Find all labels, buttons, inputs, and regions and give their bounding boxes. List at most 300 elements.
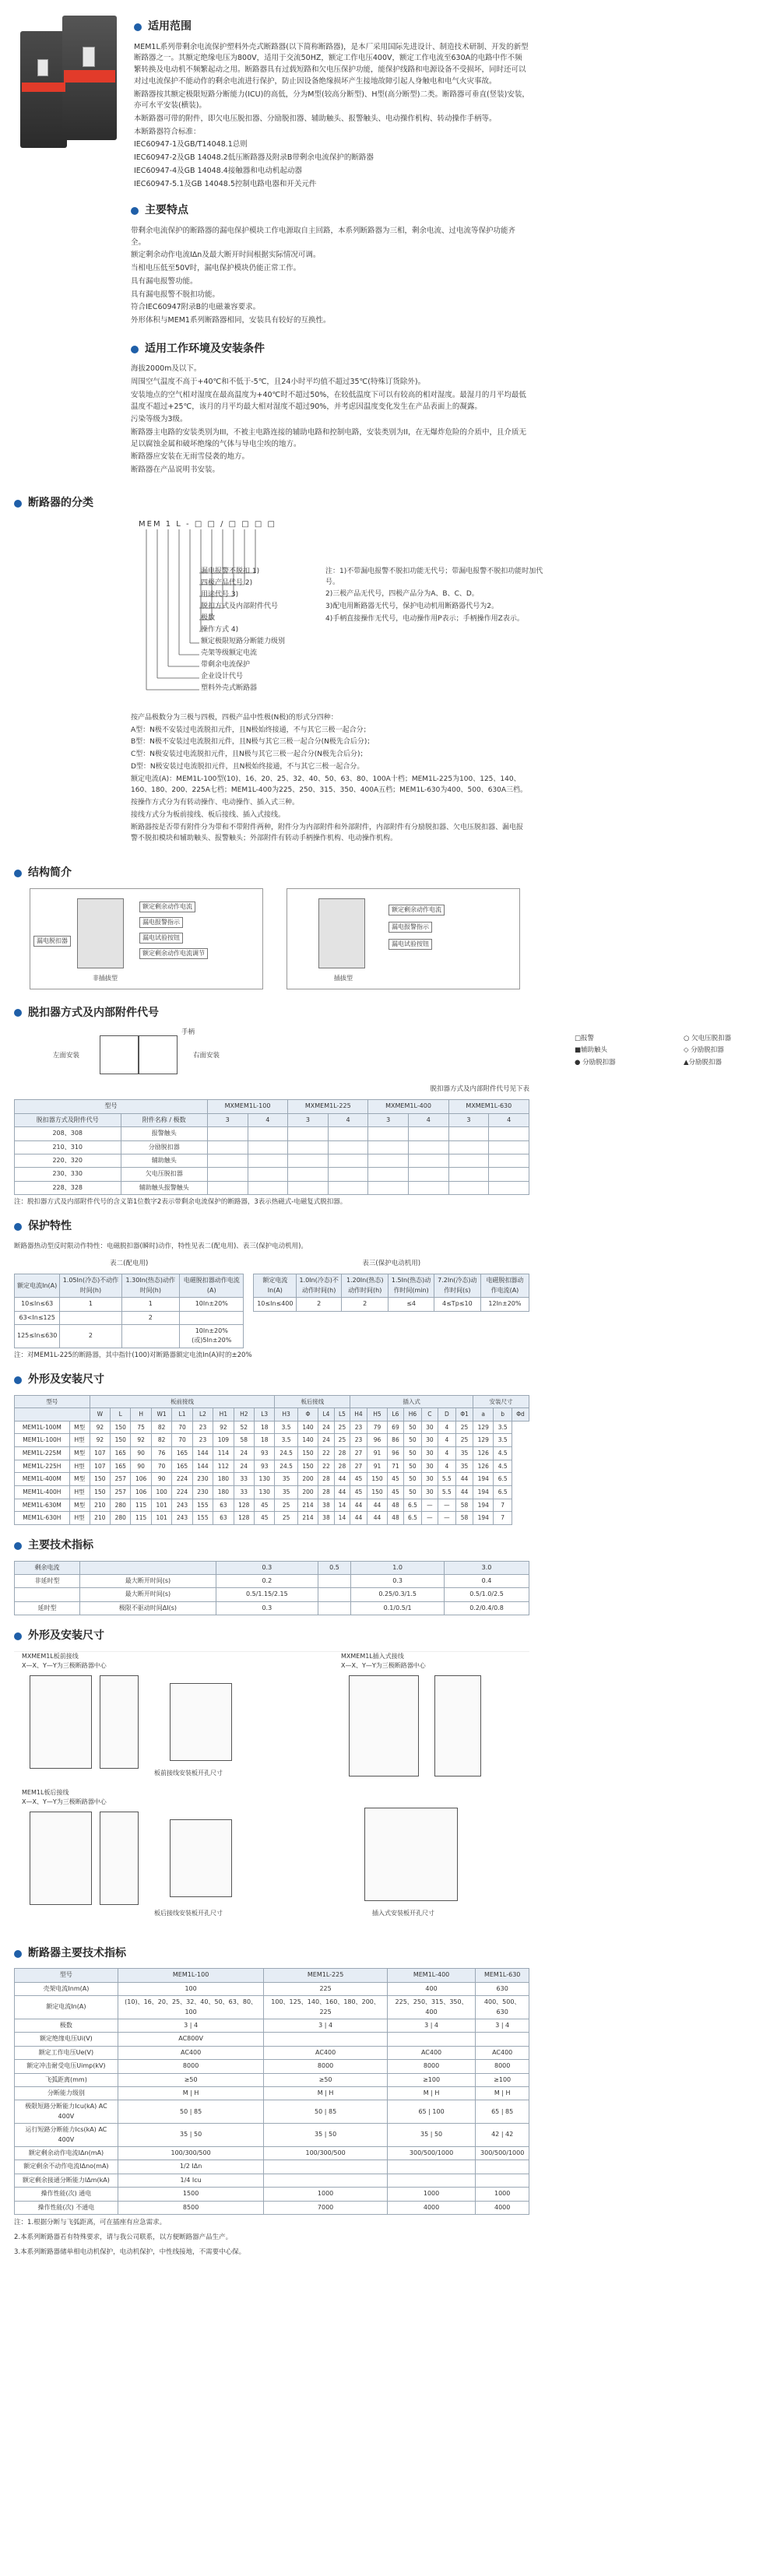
table-cell: 10≤In≤63 [15,1298,60,1311]
table-cell: 52 [234,1421,254,1434]
text-line: 按产品极数分为三极与四极，四极产品中性极(N极)的形式分四种： [131,713,338,722]
table-cell: 45 [255,1512,275,1525]
table-cell [476,2174,529,2187]
features-text [131,226,529,327]
table-cell: 45 [388,1485,404,1499]
model-label: 壳架等级额定电流 [201,648,258,657]
model-notes [325,567,543,627]
table-header: 附件名称 [142,1116,167,1123]
table-row [15,1127,529,1140]
table-header: 额定电流In(A) [15,1274,60,1298]
table-cell: 126 [473,1447,494,1460]
table-cell: 极限短路分断能力Icu(kA) AC 400V [15,2100,118,2124]
section-title-release: 脱扣器方式及内部附件代号 [14,1005,529,1022]
table-cell: 额定剩余不动作电流IΔno(mA) [15,2160,118,2174]
table-cell: 2 [297,1298,342,1311]
table-cell: 24 [234,1460,254,1473]
table-cell: 0.3 [216,1601,318,1615]
table-cell: 200 [297,1485,318,1499]
table-cell: 额定剩余接通分断能力IΔm(kA) [15,2174,118,2187]
table-cell: 2 [60,1324,121,1348]
features-section [131,202,529,476]
table-cell: 3.5 [275,1434,297,1447]
table-cell: 224 [172,1485,192,1499]
table-cell: MEM1L-400H [15,1485,70,1499]
table-cell: 165 [111,1447,131,1460]
table-cell: 101 [151,1512,171,1525]
table-cell: 92 [90,1421,110,1434]
table-cell: 44 [350,1512,367,1525]
table-cell: ≤4 [388,1298,434,1311]
table-cell: 180 [213,1485,234,1499]
section-title-conditions: 适用工作环境及安装条件 [131,341,529,358]
table-cell: 辅助触头 [121,1154,207,1168]
text-line: IEC60947-2及GB 14048.2低压断路器及附录B带剩余电流保护的断路器 [134,153,374,163]
text-line: C型：N极安装过电流脱扣元件，且N极与其它三极一起合分(N极先合后分)； [131,750,367,759]
classification-text [131,713,529,845]
structure-label: 额定剩余动作电流调节 [139,948,208,959]
table-cell [60,1311,121,1324]
table-row [15,1298,244,1311]
table-cell: 214 [297,1512,318,1525]
table-cell [368,1127,409,1140]
table-header: 板前接线 [90,1395,275,1408]
table-cell: 5.5 [438,1473,455,1486]
drawing-subtitle: X—X、Y—Y为三极断路器中心 [341,1661,426,1669]
text-line: B型：N极不安装过电流脱扣元件，且N极与其它三极一起合分(N极先合后分)； [131,738,374,747]
scope-section [14,8,529,192]
table-cell: 165 [172,1460,192,1473]
table-cell: 24.5 [275,1447,297,1460]
structure-label: 漏电报警指示 [139,917,183,928]
structure-figures [30,888,529,989]
table-cell: — [422,1499,438,1512]
table-cell: 极限不驱动时间ΔI(s) [79,1601,216,1615]
table-cell [328,1168,368,1181]
table-cell: MEM1L-630M [15,1499,70,1512]
table-cell: 70 [151,1460,171,1473]
table-cell: 48 [388,1512,404,1525]
table-cell: 63 [213,1499,234,1512]
drawing-label: 板后接线安装板开孔尺寸 [154,1909,223,1917]
table-cell: 90 [151,1473,171,1486]
table-header: H1 [213,1408,234,1422]
table-cell: 93 [255,1460,275,1473]
table-cell [489,1140,529,1154]
table-cell: 194 [473,1485,494,1499]
table-row [15,2086,529,2100]
structure-label: 额定剩余动作电流 [139,901,195,912]
table-cell: 243 [172,1512,192,1525]
table-row [15,1311,244,1324]
table-cell: 90 [131,1460,151,1473]
table-row [15,1324,244,1348]
release-right-label: 右面安装 [193,1052,220,1060]
table-cell: 23 [192,1434,213,1447]
drawing-rear-side [100,1812,139,1905]
table-cell: 1000 [264,2188,387,2201]
legend-item: ▲分励脱扣器 [684,1058,723,1067]
release-box-right [139,1035,178,1074]
table-row [15,1168,529,1181]
table-cell: 69 [388,1421,404,1434]
bullet-icon [131,207,139,215]
table-cell: AC400 [118,2046,264,2059]
text-line: 额定电流(A)：MEM1L-100型(10)、16、20、25、32、40、50、63、80、100A十档；MEM1L-225为100、125、140、160、180、200、225A七档；MEM1L-400为225、250、315、350、400A五档；MEM1L-630为400、500、630A三档。 [131,775,528,795]
protection-tables [14,1256,529,1348]
table-cell: 运行短路分断能力Ics(kA) AC 400V [15,2124,118,2147]
table-cell [328,1181,368,1194]
table-cell: 28 [334,1447,350,1460]
table-cell: 25 [275,1499,297,1512]
text-line: 3)配电用断路器无代号，保护电动机用断路器代号为2。 [325,603,498,611]
table-cell: AC400 [387,2046,476,2059]
table-header: MEM1L-100 [118,1969,264,1982]
table-cell: 额定绝缘电压Ui(V) [15,2033,118,2046]
table-cell: 75 [131,1421,151,1434]
table-cell: M | H [264,2086,387,2100]
table-cell: 228、328 [15,1181,121,1194]
drawing-subtitle: X—X、Y—Y为三极断路器中心 [22,1661,107,1669]
table-cell: 225、250、315、350、400 [387,1996,476,2019]
table-cell: 45 [350,1485,367,1499]
table-row [15,1499,529,1512]
table-cell: 101 [151,1499,171,1512]
table-caption: 表三(保护电动机用) [362,1260,421,1268]
table-cell: 150 [297,1460,318,1473]
text-line: 海拔2000m及以下。 [131,364,202,374]
table-cell: 0.4 [445,1574,529,1587]
table-cell: 58 [234,1434,254,1447]
table-cell: 8000 [476,2060,529,2073]
table-cell: 45 [388,1473,404,1486]
table-cell: 112 [213,1460,234,1473]
table-cell: 23 [192,1421,213,1434]
table-cell: 23 [350,1434,367,1447]
table-cell: 3.5 [494,1421,512,1434]
table-cell: 25 [456,1421,473,1434]
table-row [15,2174,529,2187]
table-cell: 3 | 4 [387,2019,476,2033]
table-cell: 150 [111,1421,131,1434]
table-header: MXMEM1L-100 [207,1100,287,1113]
table-header: L5 [334,1408,350,1422]
drawing-title: MXMEM1L板前接线 [22,1652,79,1660]
table-cell: 壳架电流Inm(A) [15,1982,118,1995]
table-cell: M | H [118,2086,264,2100]
table-cell: 33 [234,1485,254,1499]
table-cell: 4 [438,1460,455,1473]
structure-label: 漏电脱扣器 [33,936,71,947]
text-line: IEC60947-4及GB 14048.4接触器和电动机起动器 [134,166,302,175]
structure-label: 漏电报警指示 [388,922,432,933]
table-header: MEM1L-630 [476,1969,529,1982]
table-cell: 44 [367,1512,387,1525]
table-cell [180,1311,244,1324]
drawing-rear-plate [170,1819,232,1897]
table-cell: 10≤In≤400 [254,1298,297,1311]
table-cell [448,1140,489,1154]
table-cell [15,1588,80,1601]
release-handle-label: 手柄 [181,1028,195,1037]
table-cell: 30 [422,1485,438,1499]
table-cell: 194 [473,1473,494,1486]
table-cell [489,1127,529,1140]
section-title-features: 主要特点 [131,202,529,220]
table-cell: M | H [387,2086,476,2100]
dimensions-table [14,1395,529,1525]
table-cell: 30 [422,1460,438,1473]
release-note: 注：脱扣器方式及内部附件代号的含义第1位数字2表示带剩余电流保护的断路器，3表示热磁式-电磁复式脱扣器。 [14,1198,347,1207]
table-cell: 1000 [387,2188,476,2201]
table-header: L1 [172,1408,192,1422]
table-header: 额定电流In(A) [254,1274,297,1298]
table-row [15,2046,529,2059]
release-diagram [14,1028,732,1082]
legend-item: ○ 欠电压脱扣器 [684,1035,732,1043]
table-cell: 27 [350,1447,367,1460]
table-cell: 3 | 4 [264,2019,387,2033]
table-cell: 63 [213,1512,234,1525]
table-cell [288,1168,329,1181]
table-cell [288,1140,329,1154]
section-title-classification: 断路器的分类 [14,495,529,512]
text-line: 断路器应安装在无雨雪侵袭的地方。 [131,452,250,462]
text-line: 额定剩余动作电流IΔn及最大断开时间根据实际情况可调。 [131,251,321,260]
section-title-dimensions: 外形及安装尺寸 [14,1372,529,1389]
table-cell: 180 [213,1473,234,1486]
table-cell: MEM1L-100M [15,1421,70,1434]
table-cell: 0.25/0.3/1.5 [351,1588,445,1601]
table-cell: 28 [334,1460,350,1473]
table-cell: 150 [90,1485,110,1499]
table-cell: 18 [255,1421,275,1434]
page [0,8,732,2576]
table-cell: 延时型 [15,1601,80,1615]
table-caption: 表二(配电用) [110,1260,149,1268]
table-header: W [90,1408,110,1422]
table-cell: 1/4 Icu [118,2174,264,2187]
table-cell: 辅助触头报警触头 [121,1181,207,1194]
table-cell: 58 [456,1499,473,1512]
table-cell: 214 [297,1499,318,1512]
bullet-icon [14,1542,22,1550]
table-cell: 100 [118,1982,264,1995]
table-cell: 230、330 [15,1168,121,1181]
table-header: Φ [297,1408,318,1422]
table-cell: 8500 [118,2201,264,2214]
table-cell [489,1181,529,1194]
table-cell: 130 [255,1473,275,1486]
table-cell: 1000 [476,2188,529,2201]
drawing-side [100,1675,139,1769]
model-label: 塑料外壳式断路器 [201,684,258,692]
drawing-title: MEM1L板后接线 [22,1788,69,1796]
table-cell: 30 [422,1473,438,1486]
table-cell [318,1588,350,1601]
table-row [15,1434,529,1447]
table-cell [476,2160,529,2174]
release-table: 型号 MXMEM1L-100 MXMEM1L-225 MXMEM1L-400 MXMEM1L-630 脱扣器方式及附件代号 附件名称 / 极数 3 4 3 4 3 4 3 4 208、308 报警触头 210、310 分励脱扣器 220、320 辅助触头 230、330 欠电压脱扣器 228、328 辅助触头报警触头 [14,1099,529,1195]
table-cell: 额定冲击耐受电压Uimp(kV) [15,2060,118,2073]
table-cell: 44 [334,1473,350,1486]
table-row [15,1421,529,1434]
table-cell: 额定电流In(A) [15,1996,118,2019]
release-table-caption: 脱扣器方式及内部附件代号见下表 [430,1085,529,1094]
table-cell: 257 [111,1485,131,1499]
drawing-label: 插入式安装板开孔尺寸 [372,1909,434,1917]
table-cell: 最大断开时间(s) [79,1574,216,1587]
table-header: 3 [448,1113,489,1126]
table-header: 4 [328,1113,368,1126]
structure-label: 漏电试验按钮 [139,933,183,944]
table-cell [409,1154,449,1168]
table-cell: 630 [476,1982,529,1995]
table-cell: 150 [367,1485,387,1499]
table-cell: 10In±20% [180,1298,244,1311]
table-cell: 35 [275,1485,297,1499]
table-cell: 4.5 [494,1460,512,1473]
table-cell: 109 [213,1434,234,1447]
table-cell [476,2033,529,2046]
section-title-structure: 结构简介 [14,865,529,882]
table-header: 1.0 [351,1561,445,1574]
outline-drawings [14,1651,529,1939]
table-cell [409,1181,449,1194]
table-cell: 4≤Tp≤10 [434,1298,480,1311]
text-line: 当相电压低至50V时，漏电保护模块仍能正常工作。 [131,264,301,273]
table-cell: 224 [172,1473,192,1486]
bullet-icon [134,23,142,31]
table-row [15,1588,529,1601]
table-cell: 280 [111,1512,131,1525]
table-header: W1 [151,1408,171,1422]
table-cell: 4.5 [494,1447,512,1460]
text-line: 断路器按是否带有附件分为带和不带附件两种，附件分为内部附件和外部附件，内部附件有分励脱扣器、欠电压脱扣器、漏电报警不脱扣模块和辅助触头、报警触头；外部附件有转动手柄操作机构、电动操作机构。 [131,824,524,842]
text-line: 2.本系列断路器若有特殊要求，请与我公司联系，以方便断路器产品生产。 [14,2233,233,2242]
table-cell: 140 [297,1434,318,1447]
table-cell [207,1154,248,1168]
model-code: MEM 1 L - □ □ / □ □ □ □ [139,519,276,529]
table-cell: 4 [438,1447,455,1460]
bullet-icon [14,870,22,877]
model-label: 带剩余电流保护 [201,660,251,669]
bullet-icon [14,1223,22,1231]
legend-item: ● 分励脱扣器 [575,1058,616,1067]
table-cell: 25 [334,1421,350,1434]
table-cell [318,1574,350,1587]
section-title-protection: 保护特性 [14,1218,529,1235]
table-header: L4 [318,1408,335,1422]
table-cell [318,1601,350,1615]
table-cell: 44 [350,1499,367,1512]
table-cell: M型 [69,1447,90,1460]
table-cell [288,1181,329,1194]
text-line: 注：1.根据分断与飞弧距离，可在插座有应急需求。 [14,2218,167,2226]
table-cell: 45 [350,1473,367,1486]
table-cell: 107 [90,1447,110,1460]
table-cell: 3 | 4 [476,2019,529,2033]
table-cell: — [438,1512,455,1525]
table-cell: 44 [456,1485,473,1499]
table-cell: 300/500/1000 [476,2146,529,2160]
table-cell: 82 [151,1421,171,1434]
table-cell: 33 [234,1473,254,1486]
bullet-icon [14,1950,22,1958]
table-header: 1.0In(冷态)不动作时间(h) [297,1274,342,1298]
table-cell [264,2160,387,2174]
bullet-icon [14,1376,22,1384]
table-cell: 25 [275,1512,297,1525]
bullet-icon [14,500,22,508]
table-cell: 1500 [118,2188,264,2201]
table-cell [328,1154,368,1168]
table-cell: 6.5 [494,1473,512,1486]
table-cell: 25 [334,1434,350,1447]
table-cell: 额定工作电压Ue(V) [15,2046,118,2059]
table-cell [368,1140,409,1154]
text-line: 按操作方式分为有转动操作、电动操作、插入式三种。 [131,799,300,807]
breaker-drawing [77,898,124,968]
structure-figure-fixed [30,888,263,989]
table-cell [288,1154,329,1168]
table-header: L [111,1408,131,1422]
text-line: 污染等级为3级。 [131,415,188,424]
table-header: 3 [207,1113,248,1126]
legend-item: ◇ 分励脱扣器 [684,1046,724,1055]
table-cell [448,1154,489,1168]
text-line: 带剩余电流保护的断路器的漏电保护模块工作电源取自主回路，本系列断路器为三相，剩余电流、过电流等保护功能齐全。 [131,227,516,247]
text-line: D型：N极安装过电流脱扣元件，且N极始终接通，不与其它三极一起合分。 [131,763,364,771]
table-cell [207,1168,248,1181]
bullet-icon [131,346,139,353]
table-cell: 50 | 85 [264,2100,387,2124]
text-line: 安装地点的空气相对湿度在最高温度为+40℃时不超过50%，在较低温度下可以有较高的相对湿度。最湿月的月平均最低温度不超过+25℃，该月的月平均最大相对湿度不超过90%，并考虑因温度变化发生在产品表面上的凝露。 [131,390,526,411]
table-cell: 6.5 [403,1499,421,1512]
table-cell: 93 [255,1447,275,1460]
table-cell [207,1127,248,1140]
table-cell: 210 [90,1499,110,1512]
table-cell: (10)、16、20、25、32、40、50、63、80、100 [118,1996,264,2019]
table-row [15,2201,529,2214]
table-cell: 0.5/1.0/2.5 [445,1588,529,1601]
section-title-main-tech: 主要技术指标 [14,1538,529,1555]
table-row [15,1574,529,1587]
table-cell: 58 [456,1512,473,1525]
table-header: 型号 [15,1969,118,1982]
table-cell: 6.5 [494,1485,512,1499]
table-cell: 65 | 100 [387,2100,476,2124]
table-header: 4 [248,1113,288,1126]
table-cell: 128 [234,1499,254,1512]
text-line: 具有漏电报警功能。 [131,276,198,286]
table-cell: 140 [297,1421,318,1434]
table-cell: 4 [438,1421,455,1434]
table-cell: 非延时型 [15,1574,80,1587]
table-cell [368,1154,409,1168]
table-cell: 92 [213,1421,234,1434]
table-cell: 22 [318,1447,335,1460]
model-label: 极数 [201,613,216,622]
table-cell [207,1181,248,1194]
table-cell: 115 [131,1499,151,1512]
params-notes [14,2218,529,2258]
table-header: 板后接线 [275,1395,350,1408]
table-cell [409,1140,449,1154]
table-cell: 25 [456,1434,473,1447]
table-cell [264,2174,387,2187]
table-cell: 90 [131,1447,151,1460]
